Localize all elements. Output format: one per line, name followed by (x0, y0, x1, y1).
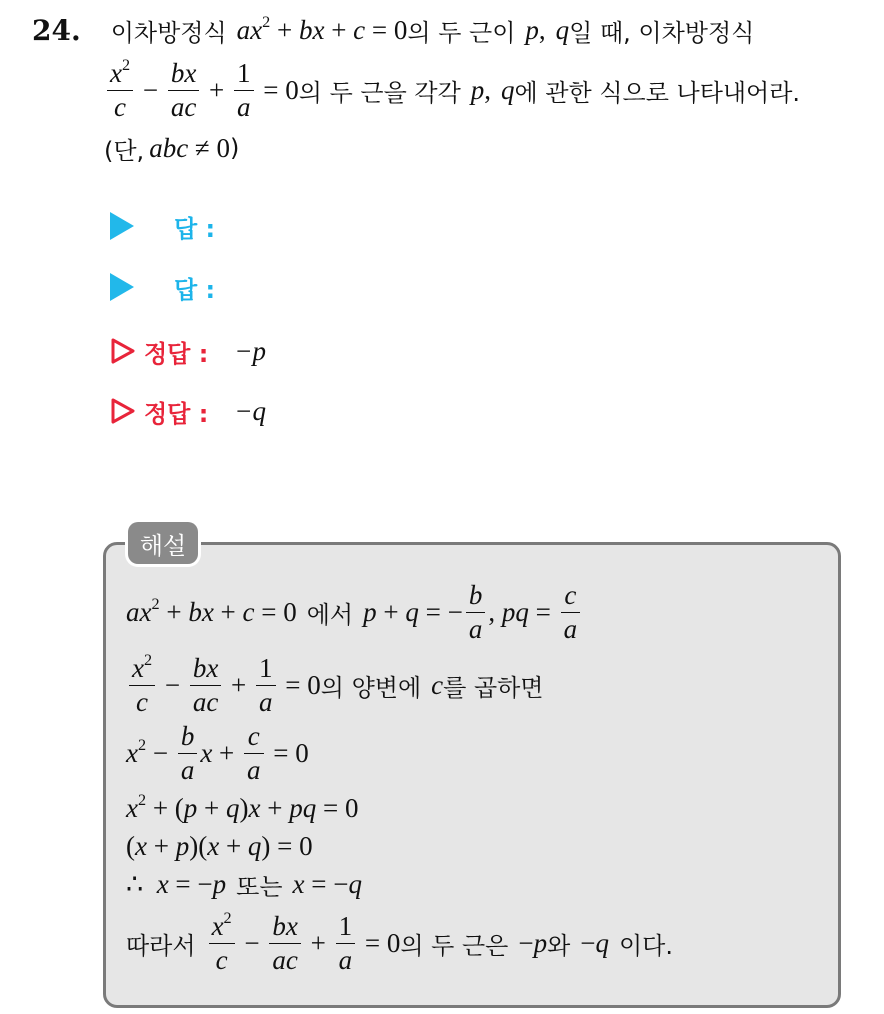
outline-triangle-icon (110, 337, 136, 365)
correct-answer-row-1 (110, 334, 266, 368)
solution-ttaraseo-text: 따라서 (126, 931, 196, 960)
answer-label: 답 : (174, 275, 216, 304)
problem-line-3 (104, 130, 239, 166)
solution-tab-label: 해설 (128, 522, 198, 564)
fraction-x2-over-c: $\frac{x^2}{c}$ (107, 59, 133, 121)
correct-answer-row-2 (110, 394, 266, 428)
problem-line-1: 24. 이차방정식 $ax^2$ + bx + c = 0 의 두 근이 p , q 일 때, 이차방정식 (32, 12, 755, 47)
answer-row-1 (110, 209, 215, 243)
problem-when-text: 일 때, 이차방정식 (569, 18, 755, 47)
problem-number: 24. (32, 13, 81, 47)
solution-wa-text: 와 (547, 931, 571, 960)
root-q: q (555, 14, 570, 45)
root-p: p (525, 14, 539, 45)
solution-line-1: $ax^2$ + bx + c = 0 에서 p + q = − $\frac{b}{a}$ , pq = $\frac{c}{a}$ (126, 580, 583, 644)
solution-du-geun-text: 의 두 근은 (400, 931, 509, 960)
answer-row-2 (110, 270, 215, 304)
fraction-1-over-a: $\frac{1}{a}$ (234, 59, 254, 121)
outline-triangle-icon (110, 397, 136, 425)
solution-line-3: $x^2$ − $\frac{b}{a}$ x + $\frac{c}{a}$ = 0 (126, 721, 309, 785)
play-triangle-icon (110, 273, 134, 301)
correct-answer-label: 정답 : (144, 339, 209, 368)
solution-line-6: ∴ x = −p 또는 x = −q (126, 868, 362, 901)
solution-eseo-text: 에서 (306, 600, 354, 629)
solution-line-4: $x^2 + (p + q)x$ + pq = 0 (126, 790, 359, 823)
problem-particle-text: 의 두 근이 (407, 18, 516, 47)
solution-line-7: 따라서 $\frac{x^2}{c}$ − $\frac{bx}{ac}$ + $\frac{1}{a}$ = 0 의 두 근은 −p 와 −q 이다. (126, 909, 673, 975)
correct-answer-label: 정답 : (144, 399, 209, 428)
problem-intro-text: 이차방정식 (110, 18, 227, 47)
problem-line-2: $\frac{x^2}{c}$ − $\frac{bx}{ac}$ + $\frac{1}{a}$ = 0 의 두 근을 각각 p , q 에 관한 식으로 나타내어라. (104, 58, 800, 122)
answer-label: 답 : (174, 214, 216, 243)
solution-line-5: (x + p)(x + q) = 0 (126, 830, 313, 861)
correct-answer-value: −q (234, 395, 267, 426)
solution-gop-text: 를 곱하면 (443, 673, 544, 702)
correct-answer-value: −p (234, 335, 267, 366)
fraction-bx-over-ac: $\frac{bx}{ac}$ (168, 59, 199, 121)
condition-open: (단, (104, 136, 145, 165)
problem-particle2-text: 의 두 근을 각각 (298, 78, 461, 107)
solution-ttoneun-text: 또는 (236, 872, 283, 901)
play-triangle-icon (110, 212, 134, 240)
problem-ending-text: 에 관한 식으로 나타내어라. (514, 78, 801, 107)
solution-ida-text: 이다. (618, 931, 673, 960)
solution-yangbyeon-text: 의 양변에 (320, 673, 422, 702)
solution-line-2: $\frac{x^2}{c}$ − $\frac{bx}{ac}$ + $\frac{1}{a}$ = 0 의 양변에 c 를 곱하면 (126, 652, 544, 718)
condition-expr: abc ≠ 0 (149, 132, 230, 163)
condition-close: ) (230, 134, 240, 162)
equation-original: $ax^2$ + bx + c = 0 (236, 12, 408, 45)
